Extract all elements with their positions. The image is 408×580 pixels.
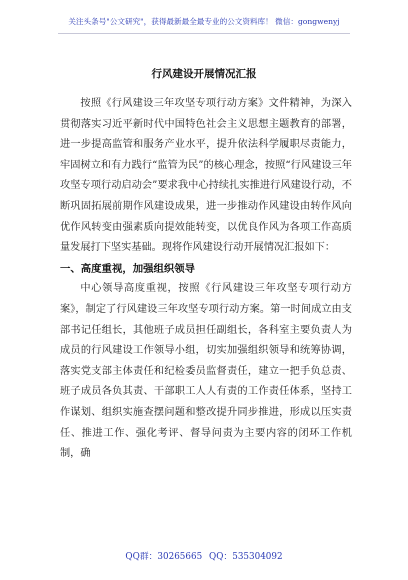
section-paragraph: 中心领导高度重视，按照《行风建设三年攻坚专项行动方案》，制定了行风建设三年攻坚专项行动方案。第一时间成立由支部书记任组长，其他班子成员担任副组长，各科室主要负责人为成员的行风建设工作领导小组，切实加强组织领导和统筹协调，落实党支部主体责任和纪检委员监督责任，建立一把手负总责、班子成员各负其责、干部职工人人有责的工作责任体系，坚持工作谋划、组织实施查摆问题和整改提升同步推进，形成以压实责任、推进工作、强化考评、督导问责为主要内容的闭环工作机制，确 — [60, 283, 352, 460]
footer-contact — [0, 549, 408, 562]
footer-qq: QQ：535304092 — [209, 552, 283, 562]
footer-qq-group: QQ群：30265665 — [125, 552, 203, 562]
section-heading: 一、高度重视，加强组织领导 — [60, 262, 196, 275]
header-notice: 关注头条号"公文研究"，获得最新最全最专业的公文资料库！ 微信：gongwenyj — [68, 17, 340, 26]
header-divider — [58, 33, 350, 34]
document-title: 行风建设开展情况汇报 — [151, 68, 257, 80]
intro-paragraph: 按照《行风建设三年攻坚专项行动方案》文件精神，为深入贯彻落实习近平新时代中国特色社会主义思想主题教育的部署，进一步提高监管和服务产业水平，提升依法科学履职尽责能力，牢固树立和有力践行“监管为民”的核心理念，按照“行风建设三年攻坚专项行动启动会”要求我中心持续扎实推进行风建设行动，不断巩固拓展前期作风建设成果，进一步推动作风建设由转作风向优作风转变由强素质向提效能转变，以优良作风为各项工作高质量发展打下坚实基础。现将作风建设行动开展情况汇报如下： — [60, 98, 352, 254]
document-body — [60, 94, 352, 465]
